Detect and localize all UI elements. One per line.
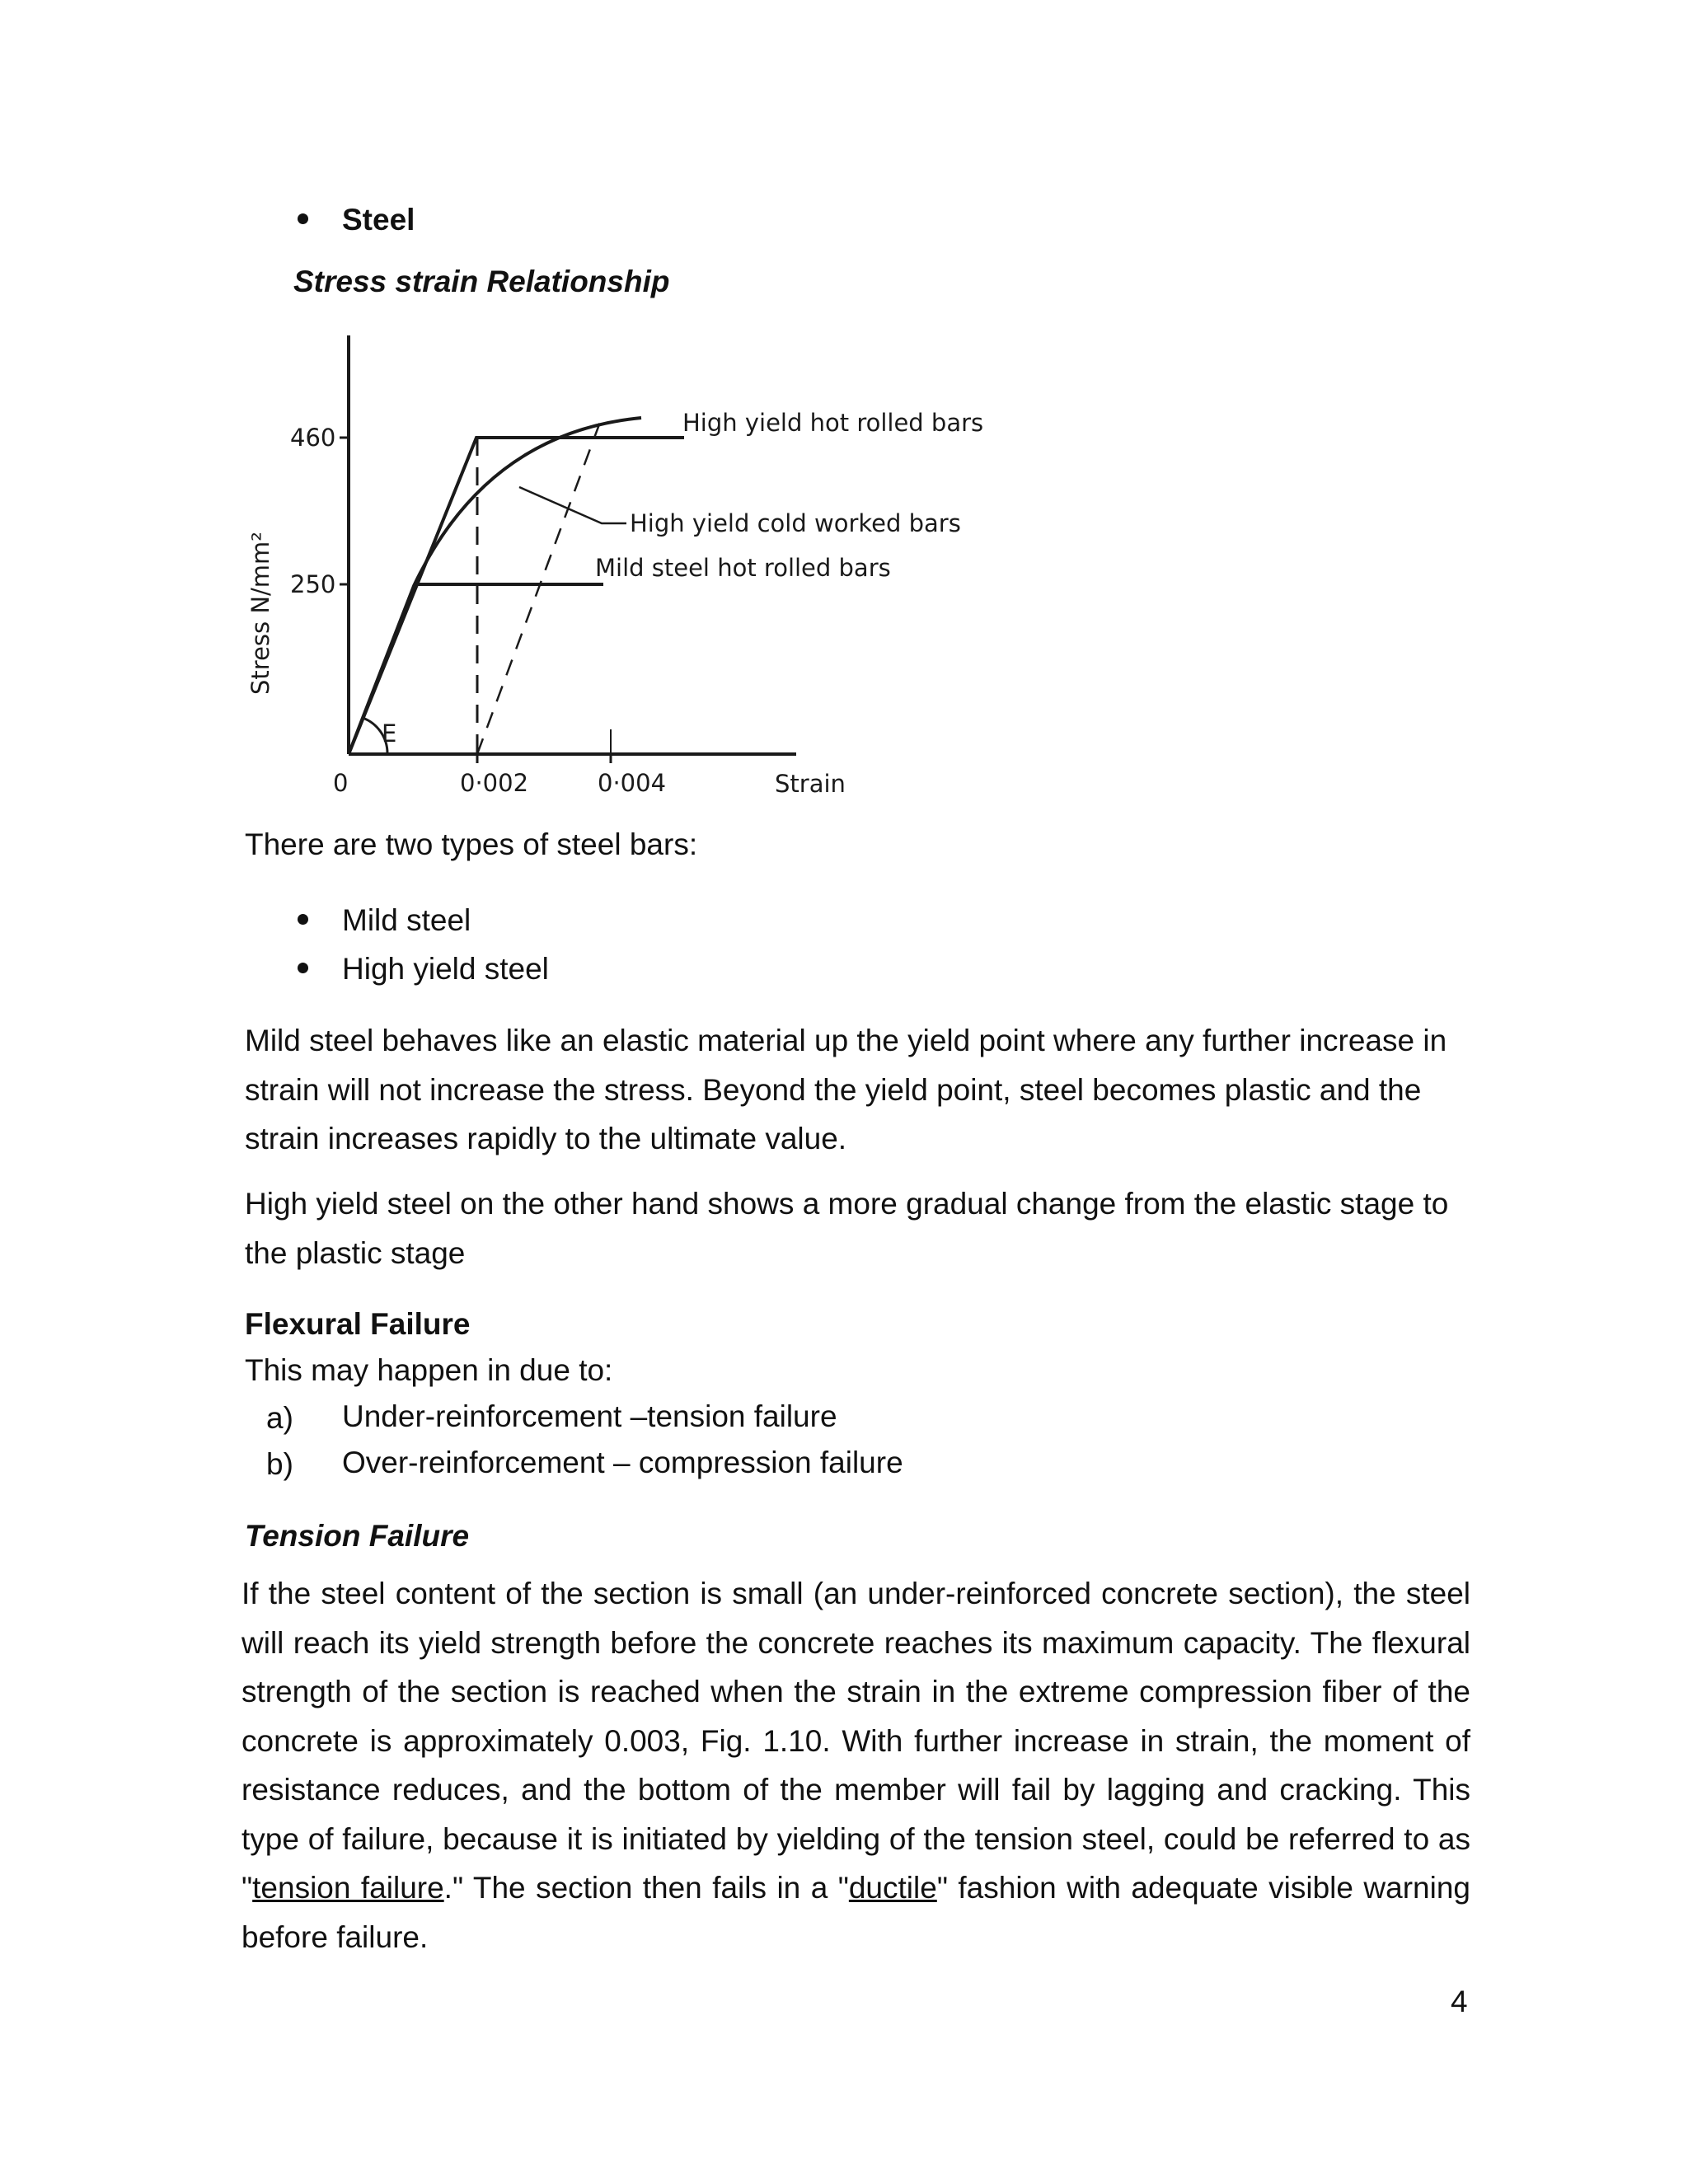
list-marker: a) xyxy=(266,1401,293,1435)
list-item: High yield steel xyxy=(342,952,549,986)
types-intro: There are two types of steel bars: xyxy=(245,827,698,861)
flexural-heading: Flexural Failure xyxy=(245,1307,471,1341)
paragraph-text: ." The section then fails in a " xyxy=(443,1871,849,1905)
y-axis-label: Stress N/mm² xyxy=(246,532,274,695)
x-tick-label-0004: 0·004 xyxy=(598,769,667,797)
x-tick-label-0: 0 xyxy=(333,769,349,797)
tension-heading: Tension Failure xyxy=(245,1519,470,1553)
paragraph-tension-failure xyxy=(241,1569,1470,1961)
term-tension-failure: tension failure xyxy=(252,1871,444,1905)
list-marker: b) xyxy=(266,1447,293,1481)
label-mild-steel: Mild steel hot rolled bars xyxy=(595,554,891,582)
section-heading: Steel xyxy=(342,203,415,237)
x-axis-label: Strain xyxy=(775,770,846,798)
cold-worked-leader-line xyxy=(519,487,626,523)
y-tick-label-460: 460 xyxy=(290,424,336,452)
x-tick-label-0002: 0·002 xyxy=(460,769,529,797)
list-item: Over-reinforcement – compression failure xyxy=(342,1446,903,1479)
figure-caption: Stress strain Relationship xyxy=(293,265,670,298)
label-cold-worked: High yield cold worked bars xyxy=(630,509,961,537)
label-hot-rolled-high-yield: High yield hot rolled bars xyxy=(682,409,984,437)
paragraph-mild-steel: Mild steel behaves like an elastic material up the yield point where any further increase in strain will not increase the stress. Beyond the yield point, steel becomes plastic and the strain increases rapidly to the ultimate value. xyxy=(245,1024,1447,1155)
elastic-modulus-label: E xyxy=(382,719,397,748)
page-number: 4 xyxy=(1451,1985,1468,2018)
paragraph-text: " fashion with adequate visible warning before failure. xyxy=(241,1871,1470,1954)
list-item: Under-reinforcement –tension failure xyxy=(342,1399,837,1433)
bullet-icon xyxy=(298,914,308,925)
paragraph-high-yield: High yield steel on the other hand shows a more gradual change from the elastic stage to the plastic stage xyxy=(245,1187,1449,1270)
bullet-icon xyxy=(298,213,308,224)
term-ductile: ductile xyxy=(848,1871,937,1905)
list-item: Mild steel xyxy=(342,903,471,937)
bullet-icon xyxy=(298,963,308,973)
stress-strain-diagram xyxy=(239,326,1022,812)
y-tick-label-250: 250 xyxy=(290,570,336,598)
flexural-intro: This may happen in due to: xyxy=(245,1353,613,1387)
hot-rolled-high-yield-curve xyxy=(349,438,684,754)
paragraph-text: If the steel content of the section is small (an under-reinforced concrete section), the steel will reach its yield strength before the concrete reaches its maximum capacity. The flexural strength of the section is reached when the strain in the extreme compression fiber of the concrete is approximately 0.003, Fig. 1.10. With further increase in strain, the moment of resistance reduces, and the bottom of the member will fail by lagging and cracking. This type of failure, because it is initiated by yielding of the tension steel, could be referred to as " xyxy=(241,1577,1470,1905)
